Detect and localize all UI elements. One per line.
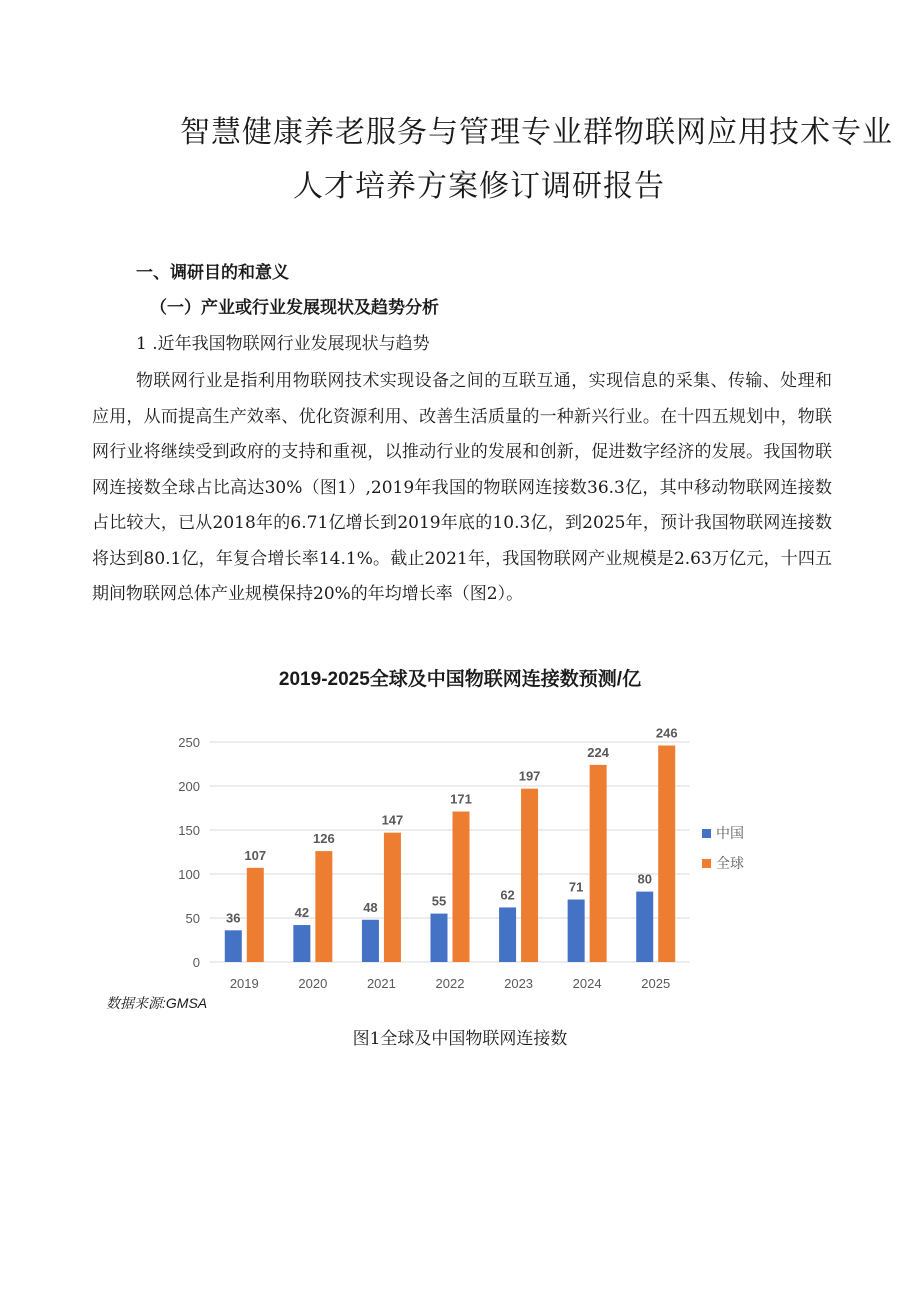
bar-中国-2019 (225, 930, 242, 962)
subsection-heading: （一）产业或行业发展现状及趋势分析 (150, 298, 439, 318)
y-tick-label-150: 150 (178, 823, 200, 838)
bar-全球-2022 (453, 812, 470, 962)
bar-全球-2019 (247, 868, 264, 962)
x-tick-label-2020: 2020 (298, 976, 328, 991)
doc-title-line2: 人才培养方案修订调研报告 (293, 169, 665, 204)
bar-全球-2025 (658, 746, 675, 962)
data-label-全球-2023: 197 (518, 768, 541, 784)
data-label-中国-2023: 62 (500, 887, 515, 903)
legend-swatch-全球 (702, 859, 711, 868)
section-heading: 一、调研目的和意义 (136, 263, 289, 283)
bar-中国-2020 (293, 925, 310, 962)
bar-中国-2024 (568, 900, 585, 962)
bar-全球-2020 (315, 851, 332, 962)
bar-中国-2021 (362, 920, 379, 962)
data-label-全球-2025: 246 (655, 725, 678, 741)
y-tick-label-250: 250 (178, 735, 200, 750)
data-label-全球-2019: 107 (244, 847, 267, 863)
data-label-中国-2020: 42 (294, 905, 310, 921)
chart-title: 2019-2025全球及中国物联网连接数预测/亿 (278, 669, 642, 690)
bar-中国-2022 (431, 914, 448, 962)
data-label-中国-2024: 71 (568, 879, 584, 895)
y-tick-label-50: 50 (185, 911, 200, 926)
y-tick-label-0: 0 (192, 955, 200, 970)
bar-全球-2023 (521, 789, 538, 962)
data-label-中国-2022: 55 (431, 893, 447, 909)
legend-label-全球: 全球 (716, 855, 744, 871)
data-label-中国-2025: 80 (637, 871, 652, 887)
bar-中国-2023 (499, 907, 516, 962)
x-tick-label-2019: 2019 (229, 976, 259, 991)
x-tick-label-2024: 2024 (572, 976, 602, 991)
bar-全球-2024 (590, 765, 607, 962)
bar-chart (160, 712, 780, 997)
legend-swatch-中国 (702, 829, 711, 838)
data-label-全球-2020: 126 (313, 831, 335, 847)
y-tick-label-200: 200 (178, 779, 200, 794)
bar-中国-2025 (636, 892, 653, 962)
data-label-全球-2022: 171 (450, 791, 472, 807)
chart-legend (702, 825, 744, 871)
data-label-中国-2021: 48 (363, 899, 378, 915)
x-tick-label-2022: 2022 (435, 976, 465, 991)
item-heading: 1 .近年我国物联网行业发展现状与趋势 (136, 334, 430, 354)
x-tick-label-2021: 2021 (366, 976, 396, 991)
chart-y-axis (178, 735, 200, 970)
data-label-全球-2021: 147 (381, 812, 404, 828)
chart-bars (225, 726, 678, 962)
chart-grid (210, 742, 690, 962)
x-tick-label-2025: 2025 (641, 976, 671, 991)
data-label-全球-2024: 224 (587, 744, 609, 760)
bar-全球-2021 (384, 833, 401, 962)
doc-title-line1: 智慧健康养老服务与管理专业群物联网应用技术专业 (180, 115, 893, 150)
data-label-中国-2019: 36 (226, 910, 241, 926)
body-paragraph: 物联网行业是指利用物联网技术实现设备之间的互联互通，实现信息的采集、传输、处理和应用，从而提高生产效率、优化资源利用、改善生活质量的一种新兴行业。在十四五规划中，物联网行业将继续受到政府的支持和重视，以推动行业的发展和创新，促进数字经济的发展。我国物联网连接数全球占比高达30%（图1）,2019年我国的物联网连接数36.3亿，其中移动物联网连接数占比较大，已从2018年的6.71亿增长到2019年底的10.3亿，到2025年，预计我国物联网连接数将达到80.1亿，年复合增长率14.1%。截止2021年，我国物联网产业规模是2.63万亿元，十四五期间物联网总体产业规模保持20%的年均增长率（图2）。 (92, 371, 832, 604)
legend-label-中国: 中国 (716, 825, 744, 841)
data-source-note: 数据来源:GMSA (106, 995, 208, 1011)
y-tick-label-100: 100 (178, 867, 200, 882)
chart-x-axis (230, 976, 670, 991)
x-tick-label-2023: 2023 (504, 976, 534, 991)
figure-caption: 图1全球及中国物联网连接数 (352, 1029, 568, 1049)
